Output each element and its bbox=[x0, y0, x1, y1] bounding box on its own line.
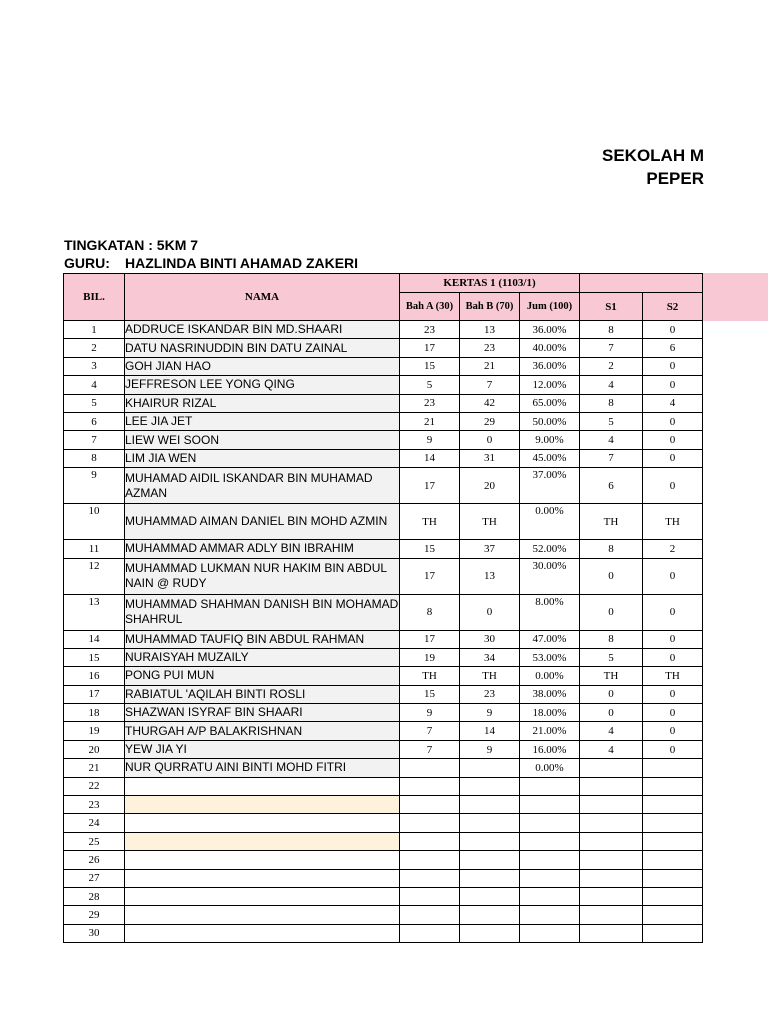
cell-bah-b bbox=[460, 759, 520, 777]
cell-bil: 29 bbox=[64, 906, 125, 924]
cell-bah-a bbox=[400, 869, 460, 887]
cell-s1: TH bbox=[580, 504, 643, 540]
cell-bil: 6 bbox=[64, 412, 125, 430]
cell-nama: LIM JIA WEN bbox=[125, 449, 400, 467]
cell-jum: 0.00% bbox=[520, 759, 580, 777]
cell-bah-a: 15 bbox=[400, 540, 460, 558]
table-row bbox=[64, 357, 703, 375]
cell-bil: 16 bbox=[64, 667, 125, 685]
cell-s2 bbox=[643, 869, 703, 887]
table-row bbox=[64, 887, 703, 905]
cell-jum: 40.00% bbox=[520, 339, 580, 357]
cell-s1: 8 bbox=[580, 630, 643, 648]
table-row bbox=[64, 321, 703, 339]
cell-jum: 52.00% bbox=[520, 540, 580, 558]
cell-bah-b: 9 bbox=[460, 740, 520, 758]
cell-nama bbox=[125, 832, 400, 850]
cell-s2 bbox=[643, 924, 703, 942]
cell-bah-a bbox=[400, 832, 460, 850]
cell-bil: 17 bbox=[64, 685, 125, 703]
cell-bah-a: 15 bbox=[400, 685, 460, 703]
cell-bil: 11 bbox=[64, 540, 125, 558]
cell-bah-a bbox=[400, 887, 460, 905]
table-row bbox=[64, 740, 703, 758]
table-row bbox=[64, 832, 703, 850]
cell-jum: 0.00% bbox=[520, 504, 580, 540]
cell-nama: THURGAH A/P BALAKRISHNAN bbox=[125, 722, 400, 740]
cell-bah-a bbox=[400, 759, 460, 777]
cell-bah-a: TH bbox=[400, 504, 460, 540]
cell-bil: 5 bbox=[64, 394, 125, 412]
cell-bah-b bbox=[460, 851, 520, 869]
cell-jum: 16.00% bbox=[520, 740, 580, 758]
cell-nama: DATU NASRINUDDIN BIN DATU ZAINAL bbox=[125, 339, 400, 357]
table-row bbox=[64, 722, 703, 740]
cell-jum: 53.00% bbox=[520, 648, 580, 666]
cell-s1: 8 bbox=[580, 321, 643, 339]
teacher-name: HAZLINDA BINTI AHAMAD ZAKERI bbox=[125, 255, 359, 271]
school-title: SEKOLAH M bbox=[602, 146, 704, 165]
cell-s2 bbox=[643, 796, 703, 814]
cell-bil: 19 bbox=[64, 722, 125, 740]
cell-bah-a: 17 bbox=[400, 630, 460, 648]
cell-bah-a: 8 bbox=[400, 594, 460, 630]
cell-bil: 24 bbox=[64, 814, 125, 832]
cell-bah-b: 29 bbox=[460, 412, 520, 430]
table-row bbox=[64, 704, 703, 722]
cell-jum: 21.00% bbox=[520, 722, 580, 740]
cell-bah-b bbox=[460, 924, 520, 942]
cell-nama: MUHAMMAD LUKMAN NUR HAKIM BIN ABDUL NAIN @ RUDY bbox=[125, 558, 400, 594]
cell-bah-b bbox=[460, 869, 520, 887]
cell-jum bbox=[520, 777, 580, 795]
cell-s2 bbox=[643, 832, 703, 850]
cell-s2: TH bbox=[643, 504, 703, 540]
cell-bil: 26 bbox=[64, 851, 125, 869]
cell-s2: 2 bbox=[643, 540, 703, 558]
cell-bah-b bbox=[460, 887, 520, 905]
cell-nama: GOH JIAN HAO bbox=[125, 357, 400, 375]
cell-bah-a bbox=[400, 851, 460, 869]
cell-bah-b: 21 bbox=[460, 357, 520, 375]
cell-jum bbox=[520, 887, 580, 905]
table-row bbox=[64, 759, 703, 777]
cell-s1: TH bbox=[580, 667, 643, 685]
cell-s1: 5 bbox=[580, 648, 643, 666]
cell-nama bbox=[125, 869, 400, 887]
cell-s1: 4 bbox=[580, 740, 643, 758]
table-row bbox=[64, 851, 703, 869]
cell-bah-a bbox=[400, 796, 460, 814]
cell-s1 bbox=[580, 777, 643, 795]
cell-s1: 8 bbox=[580, 540, 643, 558]
cell-s2: 0 bbox=[643, 594, 703, 630]
cell-bil: 9 bbox=[64, 468, 125, 504]
cell-bah-a: 7 bbox=[400, 722, 460, 740]
cell-s2 bbox=[643, 851, 703, 869]
cell-s2 bbox=[643, 814, 703, 832]
cell-bil: 25 bbox=[64, 832, 125, 850]
cell-jum: 47.00% bbox=[520, 630, 580, 648]
cell-bah-b: 23 bbox=[460, 685, 520, 703]
cell-bil: 1 bbox=[64, 321, 125, 339]
cell-jum: 36.00% bbox=[520, 357, 580, 375]
cell-nama: RABIATUL 'AQILAH BINTI ROSLI bbox=[125, 685, 400, 703]
cell-bah-b: 13 bbox=[460, 321, 520, 339]
cell-bah-a: 17 bbox=[400, 339, 460, 357]
cell-s2 bbox=[643, 759, 703, 777]
cell-jum: 37.00% bbox=[520, 468, 580, 504]
teacher-line bbox=[64, 255, 358, 271]
cell-bah-b: 23 bbox=[460, 339, 520, 357]
cell-nama: SHAZWAN ISYRAF BIN SHAARI bbox=[125, 704, 400, 722]
table-row bbox=[64, 468, 703, 504]
table-row bbox=[64, 796, 703, 814]
table-row bbox=[64, 431, 703, 449]
cell-bah-b: 9 bbox=[460, 704, 520, 722]
cell-nama: NUR QURRATU AINI BINTI MOHD FITRI bbox=[125, 759, 400, 777]
cell-s2: 0 bbox=[643, 321, 703, 339]
cell-nama: MUHAMMAD SHAHMAN DANISH BIN MOHAMAD SHAHRUL bbox=[125, 594, 400, 630]
table-row bbox=[64, 394, 703, 412]
cell-jum bbox=[520, 924, 580, 942]
cell-nama: MUHAMMAD AMMAR ADLY BIN IBRAHIM bbox=[125, 540, 400, 558]
exam-title: PEPER bbox=[646, 169, 704, 188]
table-row bbox=[64, 412, 703, 430]
cell-bil: 20 bbox=[64, 740, 125, 758]
cell-bah-a: 15 bbox=[400, 357, 460, 375]
cell-bil: 12 bbox=[64, 558, 125, 594]
cell-s2: 0 bbox=[643, 558, 703, 594]
table-row bbox=[64, 594, 703, 630]
table-row bbox=[64, 558, 703, 594]
cell-s2: 0 bbox=[643, 648, 703, 666]
cell-bah-b bbox=[460, 814, 520, 832]
cell-s1 bbox=[580, 906, 643, 924]
cell-bil: 13 bbox=[64, 594, 125, 630]
cell-bah-b: 14 bbox=[460, 722, 520, 740]
cell-jum: 65.00% bbox=[520, 394, 580, 412]
cell-s1 bbox=[580, 887, 643, 905]
cell-nama bbox=[125, 851, 400, 869]
cell-jum: 36.00% bbox=[520, 321, 580, 339]
cell-nama: MUHAMMAD AIMAN DANIEL BIN MOHD AZMIN bbox=[125, 504, 400, 540]
cell-bil: 2 bbox=[64, 339, 125, 357]
cell-s1: 2 bbox=[580, 357, 643, 375]
cell-bah-b bbox=[460, 777, 520, 795]
cell-s2: 0 bbox=[643, 376, 703, 394]
cell-bah-a: 17 bbox=[400, 468, 460, 504]
cell-bah-a bbox=[400, 814, 460, 832]
cell-nama: MUHAMAD AIDIL ISKANDAR BIN MUHAMAD AZMAN bbox=[125, 468, 400, 504]
cell-s2: 0 bbox=[643, 431, 703, 449]
cell-bah-b: 20 bbox=[460, 468, 520, 504]
cell-nama: KHAIRUR RIZAL bbox=[125, 394, 400, 412]
cell-jum: 50.00% bbox=[520, 412, 580, 430]
cell-bah-a: 5 bbox=[400, 376, 460, 394]
cell-bah-b: TH bbox=[460, 504, 520, 540]
cell-bah-b: 13 bbox=[460, 558, 520, 594]
table-row bbox=[64, 924, 703, 942]
cell-nama bbox=[125, 887, 400, 905]
cell-bil: 22 bbox=[64, 777, 125, 795]
col-header-bah-b: Bah B (70) bbox=[460, 293, 520, 321]
cell-bil: 27 bbox=[64, 869, 125, 887]
cell-s1 bbox=[580, 814, 643, 832]
cell-jum: 38.00% bbox=[520, 685, 580, 703]
cell-s1: 0 bbox=[580, 685, 643, 703]
cell-jum: 0.00% bbox=[520, 667, 580, 685]
group-header-kertas: KERTAS 1 (1103/1) bbox=[400, 274, 580, 293]
marks-table bbox=[63, 273, 703, 943]
cell-bah-a bbox=[400, 777, 460, 795]
cell-bah-a: 23 bbox=[400, 394, 460, 412]
cell-s1: 4 bbox=[580, 722, 643, 740]
cell-s1: 5 bbox=[580, 412, 643, 430]
cell-jum: 8.00% bbox=[520, 594, 580, 630]
cell-nama bbox=[125, 814, 400, 832]
cell-s2: 0 bbox=[643, 740, 703, 758]
cell-bah-a bbox=[400, 924, 460, 942]
cell-nama bbox=[125, 796, 400, 814]
cell-nama: JEFFRESON LEE YONG QING bbox=[125, 376, 400, 394]
cell-bah-b: 34 bbox=[460, 648, 520, 666]
cell-bil: 10 bbox=[64, 504, 125, 540]
cell-nama: LEE JIA JET bbox=[125, 412, 400, 430]
cell-s2 bbox=[643, 906, 703, 924]
cell-s2 bbox=[643, 777, 703, 795]
cell-bil: 15 bbox=[64, 648, 125, 666]
cell-s2: TH bbox=[643, 667, 703, 685]
cell-nama: LIEW WEI SOON bbox=[125, 431, 400, 449]
cell-bil: 23 bbox=[64, 796, 125, 814]
cell-s1: 6 bbox=[580, 468, 643, 504]
cell-bah-b: 7 bbox=[460, 376, 520, 394]
col-header-bil: BIL. bbox=[64, 274, 125, 321]
cell-bah-a: 9 bbox=[400, 704, 460, 722]
cell-jum bbox=[520, 796, 580, 814]
cell-s2: 0 bbox=[643, 704, 703, 722]
cell-s1 bbox=[580, 759, 643, 777]
table-row bbox=[64, 667, 703, 685]
cell-s1: 0 bbox=[580, 704, 643, 722]
cell-s1 bbox=[580, 796, 643, 814]
group-header-blank bbox=[580, 274, 703, 293]
cell-bah-b: 37 bbox=[460, 540, 520, 558]
col-header-s1: S1 bbox=[580, 293, 643, 321]
cell-bah-b: TH bbox=[460, 667, 520, 685]
cell-s2: 4 bbox=[643, 394, 703, 412]
cell-bah-b bbox=[460, 906, 520, 924]
cell-bil: 21 bbox=[64, 759, 125, 777]
col-header-bah-a: Bah A (30) bbox=[400, 293, 460, 321]
cell-jum bbox=[520, 851, 580, 869]
cell-s1: 7 bbox=[580, 339, 643, 357]
cell-jum: 30.00% bbox=[520, 558, 580, 594]
table-row bbox=[64, 814, 703, 832]
cell-jum: 9.00% bbox=[520, 431, 580, 449]
cell-nama: PONG PUI MUN bbox=[125, 667, 400, 685]
cell-s1 bbox=[580, 924, 643, 942]
cell-bah-b: 30 bbox=[460, 630, 520, 648]
cell-bah-a: 9 bbox=[400, 431, 460, 449]
cell-s2: 0 bbox=[643, 412, 703, 430]
cell-s1 bbox=[580, 832, 643, 850]
table-row bbox=[64, 685, 703, 703]
cell-bah-a: 23 bbox=[400, 321, 460, 339]
cell-s1: 0 bbox=[580, 558, 643, 594]
cell-bah-b: 0 bbox=[460, 594, 520, 630]
teacher-label: GURU: bbox=[64, 255, 110, 271]
cell-jum bbox=[520, 832, 580, 850]
cell-jum: 18.00% bbox=[520, 704, 580, 722]
class-label: TINGKATAN : 5KM 7 bbox=[64, 237, 199, 253]
table-row bbox=[64, 906, 703, 924]
cell-bah-b bbox=[460, 832, 520, 850]
cell-s2: 0 bbox=[643, 630, 703, 648]
cell-jum: 45.00% bbox=[520, 449, 580, 467]
cell-jum bbox=[520, 814, 580, 832]
cell-bah-b bbox=[460, 796, 520, 814]
cell-s1: 8 bbox=[580, 394, 643, 412]
cell-jum bbox=[520, 869, 580, 887]
cell-s2: 6 bbox=[643, 339, 703, 357]
cell-nama bbox=[125, 924, 400, 942]
cell-bah-a: 21 bbox=[400, 412, 460, 430]
cell-bil: 28 bbox=[64, 887, 125, 905]
cell-nama: MUHAMMAD TAUFIQ BIN ABDUL RAHMAN bbox=[125, 630, 400, 648]
cell-nama bbox=[125, 906, 400, 924]
cell-nama: NURAISYAH MUZAILY bbox=[125, 648, 400, 666]
cell-nama bbox=[125, 777, 400, 795]
cell-s2 bbox=[643, 887, 703, 905]
cell-nama: ADDRUCE ISKANDAR BIN MD.SHAARI bbox=[125, 321, 400, 339]
cell-bah-b: 31 bbox=[460, 449, 520, 467]
cell-bil: 18 bbox=[64, 704, 125, 722]
header-fill-strip bbox=[703, 273, 768, 321]
cell-bah-a: 19 bbox=[400, 648, 460, 666]
cell-s2: 0 bbox=[643, 685, 703, 703]
table-row bbox=[64, 648, 703, 666]
cell-bah-a: 14 bbox=[400, 449, 460, 467]
cell-bah-a: TH bbox=[400, 667, 460, 685]
table-row bbox=[64, 449, 703, 467]
table-row bbox=[64, 869, 703, 887]
col-header-s2: S2 bbox=[643, 293, 703, 321]
col-header-jum: Jum (100) bbox=[520, 293, 580, 321]
cell-bil: 30 bbox=[64, 924, 125, 942]
table-row bbox=[64, 339, 703, 357]
cell-bah-b: 42 bbox=[460, 394, 520, 412]
cell-s1 bbox=[580, 851, 643, 869]
cell-s1: 0 bbox=[580, 594, 643, 630]
cell-nama: YEW JIA YI bbox=[125, 740, 400, 758]
table-row bbox=[64, 540, 703, 558]
cell-bil: 14 bbox=[64, 630, 125, 648]
cell-s2: 0 bbox=[643, 722, 703, 740]
table-row bbox=[64, 777, 703, 795]
cell-jum: 12.00% bbox=[520, 376, 580, 394]
cell-bah-a: 17 bbox=[400, 558, 460, 594]
cell-bah-b: 0 bbox=[460, 431, 520, 449]
table-row bbox=[64, 376, 703, 394]
table-row bbox=[64, 504, 703, 540]
cell-s1: 4 bbox=[580, 376, 643, 394]
table-row bbox=[64, 630, 703, 648]
cell-s1: 4 bbox=[580, 431, 643, 449]
cell-s1 bbox=[580, 869, 643, 887]
cell-s1: 7 bbox=[580, 449, 643, 467]
col-header-nama: NAMA bbox=[125, 274, 400, 321]
marks-table-body bbox=[64, 321, 703, 943]
cell-s2: 0 bbox=[643, 468, 703, 504]
cell-bil: 8 bbox=[64, 449, 125, 467]
cell-bil: 3 bbox=[64, 357, 125, 375]
cell-s2: 0 bbox=[643, 357, 703, 375]
cell-s2: 0 bbox=[643, 449, 703, 467]
cell-bil: 4 bbox=[64, 376, 125, 394]
cell-jum bbox=[520, 906, 580, 924]
cell-bil: 7 bbox=[64, 431, 125, 449]
cell-bah-a: 7 bbox=[400, 740, 460, 758]
cell-bah-a bbox=[400, 906, 460, 924]
